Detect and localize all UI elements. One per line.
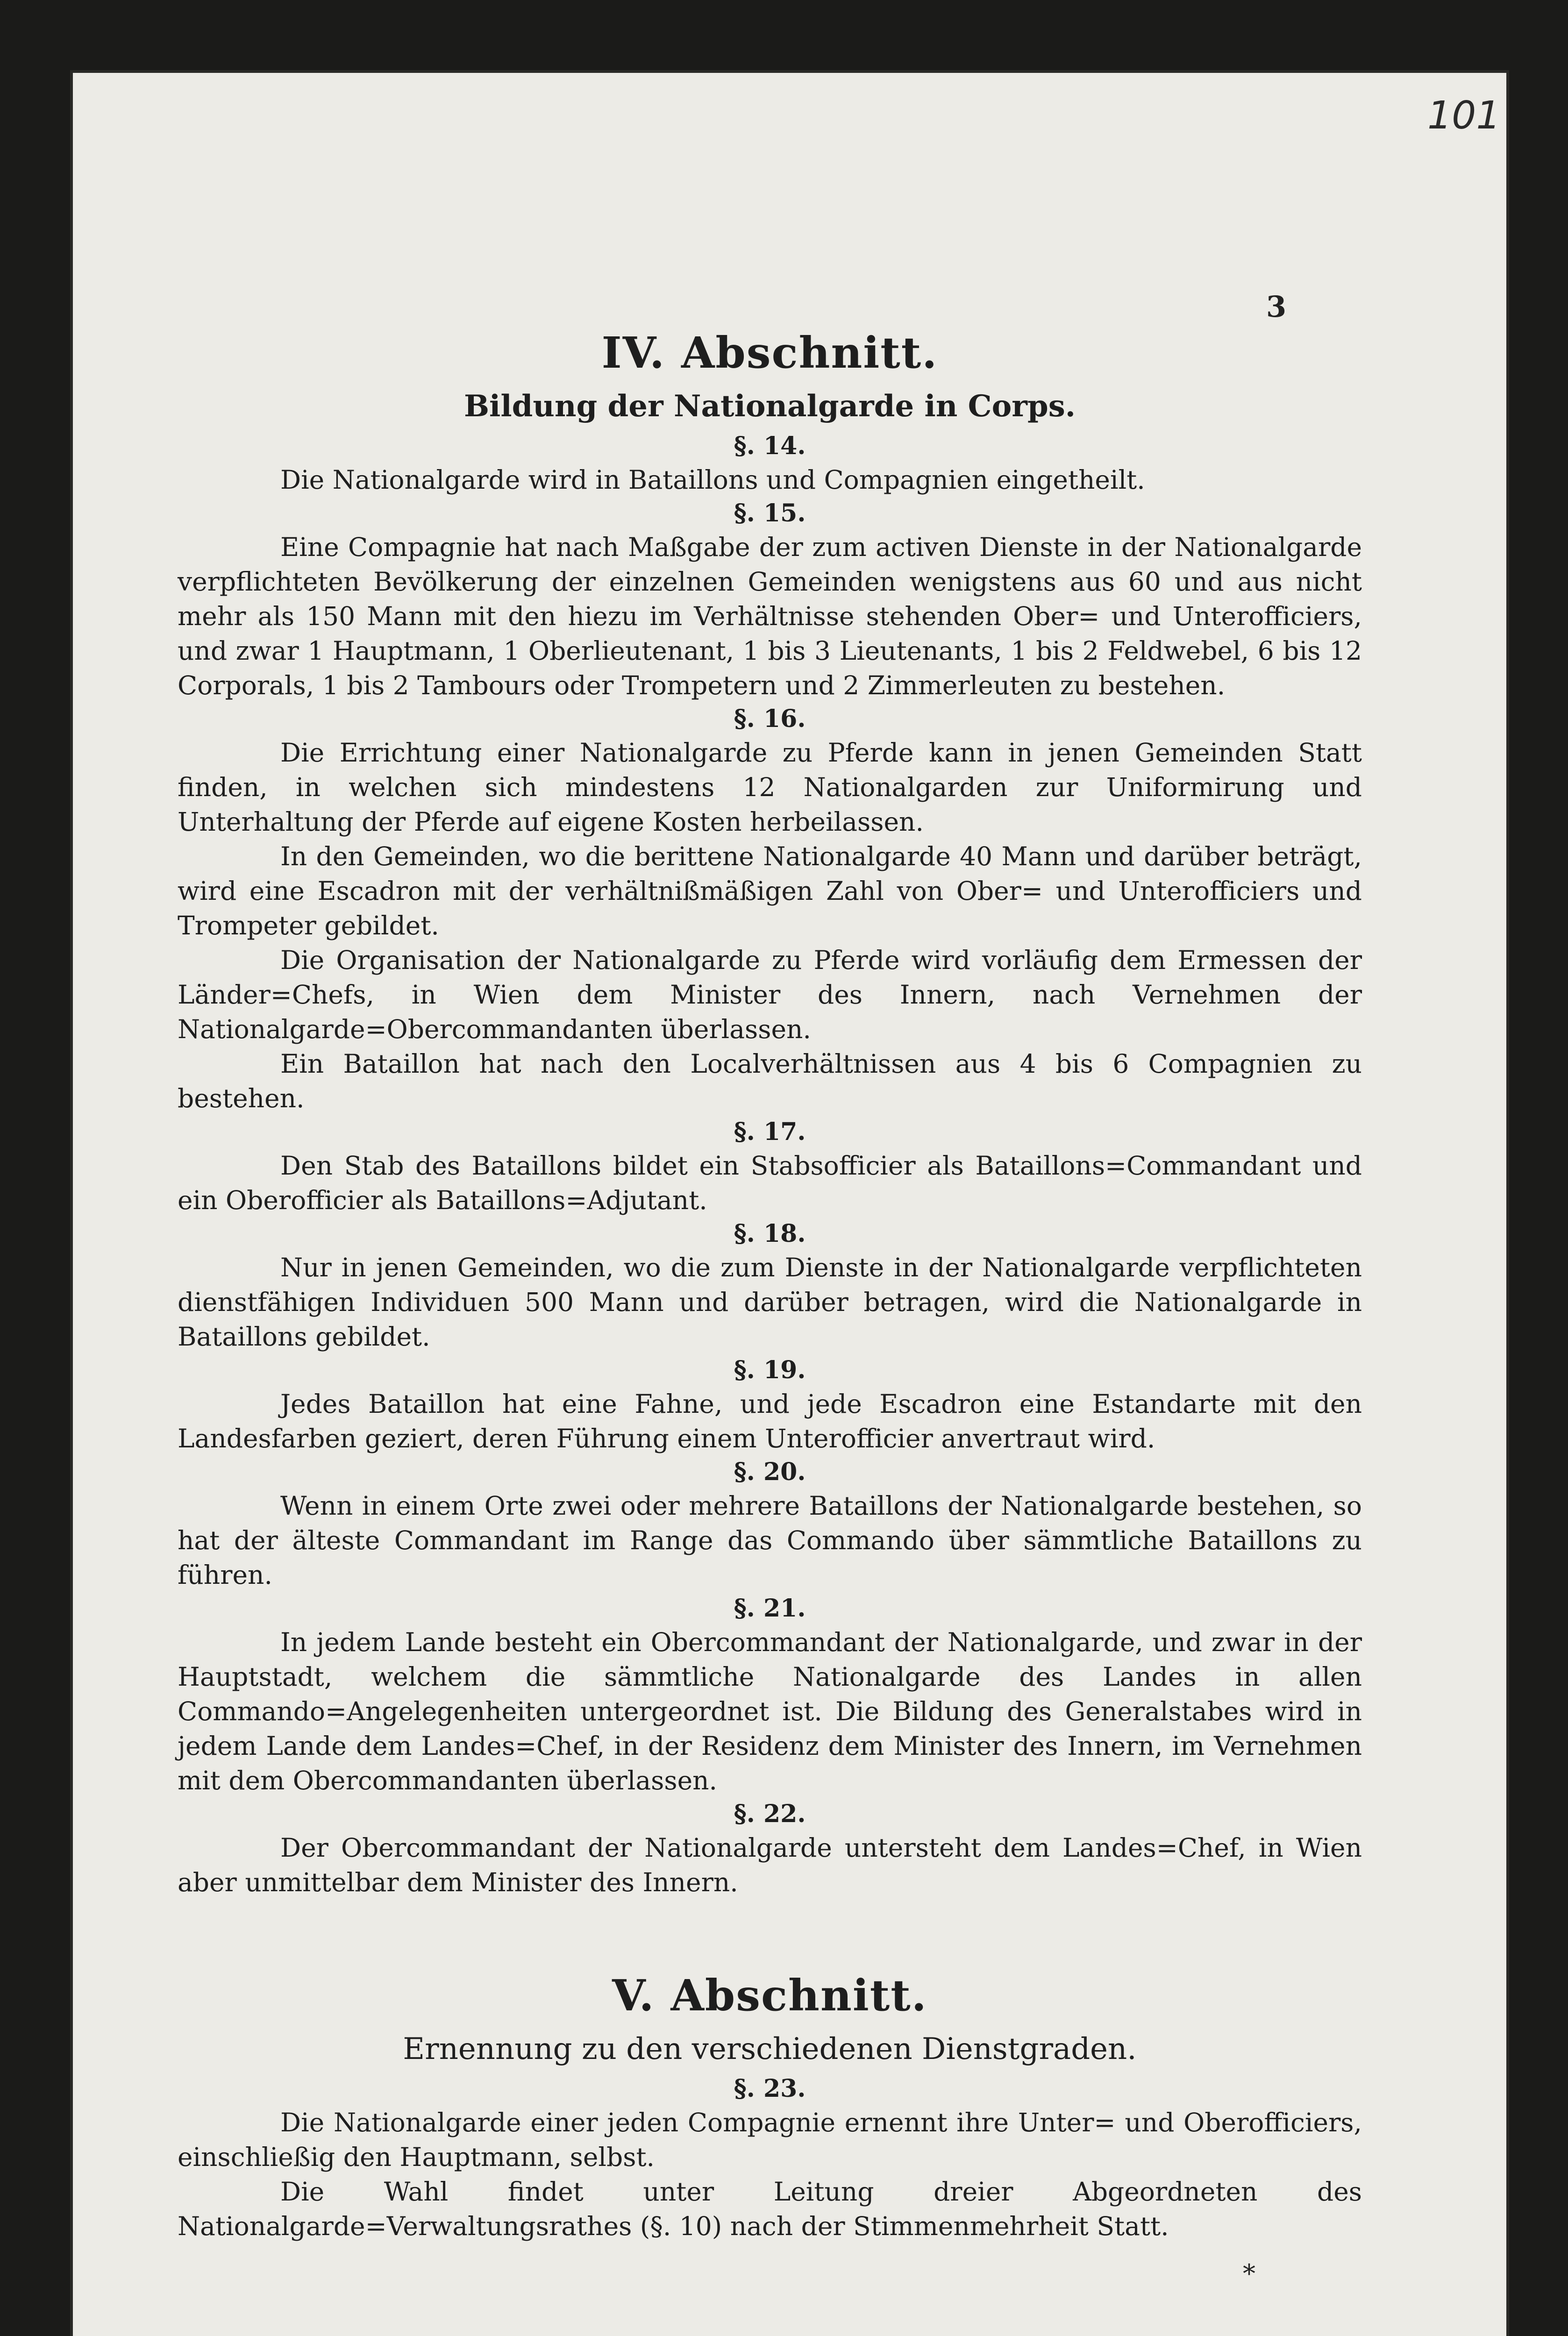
paragraph-mark-16: §. 16. — [734, 705, 806, 733]
paragraph-16-text-3: Die Organisation der Nationalgarde zu Pferde wird vorläufig dem Ermessen der Länder=Chefs, in Wien dem Minister des Innern, nach Vernehmen der Nationalgarde=Obercommandanten überlassen. — [178, 945, 1362, 1044]
paragraph-20-text: Wenn in einem Orte zwei oder mehrere Bataillons der Nationalgarde bestehen, so hat der älteste Commandant im Range das Commando über sämmtliche Bataillons zu führen. — [178, 1491, 1362, 1590]
section-spacer — [178, 1900, 1362, 1965]
paragraph-mark-20: §. 20. — [734, 1458, 806, 1486]
paragraph-23-text-2: Die Wahl findet unter Leitung dreier Abgeordneten des Nationalgarde=Verwaltungsrathes (§. 10) nach der Stimmenmehrheit Statt. — [178, 2177, 1362, 2241]
paragraph-23-text-1: Die Nationalgarde einer jeden Compagnie ernennt ihre Unter= und Oberofficiers, einschließig den Hauptmann, selbst. — [178, 2108, 1362, 2172]
paragraph-19-text: Jedes Bataillon hat eine Fahne, und jede Escadron eine Estandarte mit den Landesfarben geziert, deren Führung einem Unterofficier anvertraut wird. — [178, 1389, 1362, 1453]
paragraph-18-text: Nur in jenen Gemeinden, wo die zum Dienste in der Nationalgarde verpflichteten dienstfähigen Individuen 500 Mann und darüber betragen, wird die Nationalgarde in Bataillons gebildet. — [178, 1253, 1362, 1352]
paragraph-mark-15: §. 15. — [734, 499, 806, 527]
paragraph-14-text: Die Nationalgarde wird in Bataillons und Compagnien eingetheilt. — [280, 465, 1145, 495]
paragraph-mark-22: §. 22. — [734, 1800, 806, 1828]
paragraph-mark-21: §. 21. — [734, 1594, 806, 1623]
paragraph-mark-17: §. 17. — [734, 1118, 806, 1146]
paragraph-15-text: Eine Compagnie hat nach Maßgabe der zum activen Dienste in der Nationalgarde verpflichteten Bevölkerung der einzelnen Gemeinden wenigstens aus 60 und aus nicht mehr als 150 Mann mit den hiezu im Verhältnisse stehenden Ober= und Unterofficiers, und zwar 1 Hauptmann, 1 Oberlieutenant, 1 bis 3 Lieutenants, 1 bis 2 Feldwebel, 6 bis 12 Corporals, 1 bis 2 Tambours oder Trompetern und 2 Zimmerleuten zu bestehen. — [178, 532, 1362, 700]
paragraph-16-text-4: Ein Bataillon hat nach den Localverhältnissen aus 4 bis 6 Compagnien zu bestehen. — [178, 1049, 1362, 1113]
paragraph-mark-14: §. 14. — [734, 432, 806, 460]
paragraph-16-text-2: In den Gemeinden, wo die berittene Nationalgarde 40 Mann und darüber beträgt, wird eine Escadron mit der verhältnißmäßigen Zahl von Ober= und Unterofficiers und Trompeter gebildet. — [178, 841, 1362, 940]
section-4-title: Bildung der Nationalgarde in Corps. — [463, 389, 1076, 424]
page-number: 3 — [1266, 290, 1287, 324]
paragraph-22-text: Der Obercommandant der Nationalgarde untersteht dem Landes=Chef, in Wien aber unmittelbar dem Minister des Innern. — [178, 1833, 1362, 1897]
document-page — [70, 70, 1509, 2336]
paragraph-16-text-1: Die Errichtung einer Nationalgarde zu Pferde kann in jenen Gemeinden Statt finden, in welchen sich mindestens 12 Nationalgarden zur Uniformirung und Unterhaltung der Pferde auf eigene Kosten herbeilassen. — [178, 738, 1362, 837]
handwritten-folio-number: 101 — [1427, 93, 1501, 138]
paragraph-mark-19: §. 19. — [734, 1356, 806, 1384]
section-4-heading: IV. Abschnitt. — [601, 328, 938, 378]
paragraph-17-text: Den Stab des Bataillons bildet ein Stabsofficier als Bataillons=Commandant und ein Oberofficier als Bataillons=Adjutant. — [178, 1151, 1362, 1215]
page-body — [178, 322, 1362, 2243]
paragraph-mark-23: §. 23. — [734, 2074, 806, 2103]
section-5-heading: V. Abschnitt. — [612, 1970, 927, 2021]
paragraph-21-text: In jedem Lande besteht ein Obercommandant der Nationalgarde, und zwar in der Hauptstadt, welchem die sämmtliche Nationalgarde des Landes in allen Commando=Angelegenheiten untergeordnet ist. Die Bildung des Generalstabes wird in jedem Lande dem Landes=Chef, in der Residenz dem Minister des Innern, im Vernehmen mit dem Obercommandanten überlassen. — [178, 1627, 1362, 1795]
signature-asterisk: * — [1243, 2259, 1255, 2288]
section-5-title: Ernennung zu den verschiedenen Dienstgraden. — [403, 2032, 1137, 2066]
paragraph-mark-18: §. 18. — [734, 1219, 806, 1248]
